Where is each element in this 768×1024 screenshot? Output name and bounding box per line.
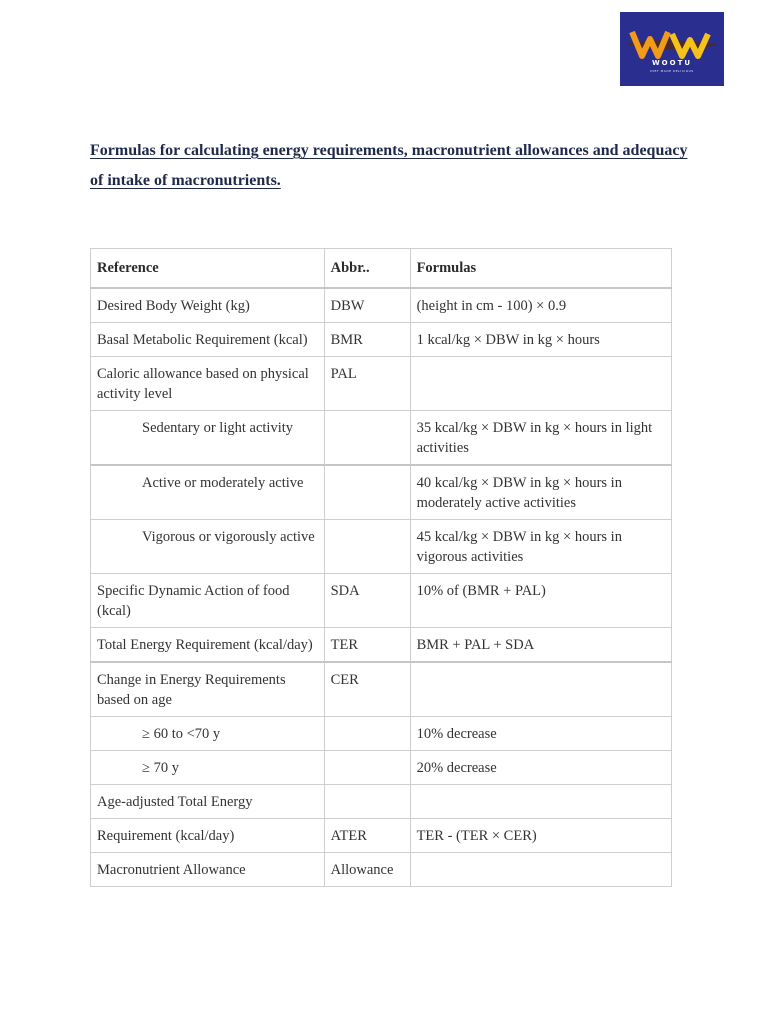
cell-reference: Sedentary or light activity <box>91 411 325 466</box>
table-row <box>91 357 672 411</box>
table-row <box>91 323 672 357</box>
page-title: Formulas for calculating energy requirements, macronutrient allowances and adequacy of intake of macronutrients. <box>90 142 688 189</box>
cell-formula <box>410 785 671 819</box>
cell-abbr <box>324 751 410 785</box>
header-reference: Reference <box>91 249 325 289</box>
cell-reference: Vigorous or vigorously active <box>91 520 325 574</box>
cell-abbr <box>324 411 410 466</box>
cell-formula <box>410 662 671 717</box>
header-abbr: Abbr.. <box>324 249 410 289</box>
cell-formula: 10% of (BMR + PAL) <box>410 574 671 628</box>
logo-tagline: DIET MADE DELICIOUS <box>650 69 694 73</box>
cell-formula: 10% decrease <box>410 717 671 751</box>
cell-formula: (height in cm - 100) × 0.9 <box>410 288 671 323</box>
cell-abbr: ATER <box>324 819 410 853</box>
cell-formula: 40 kcal/kg × DBW in kg × hours in moderately active activities <box>410 465 671 520</box>
cell-reference: Specific Dynamic Action of food (kcal) <box>91 574 325 628</box>
header-formulas: Formulas <box>410 249 671 289</box>
cell-formula: 20% decrease <box>410 751 671 785</box>
cell-reference: Requirement (kcal/day) <box>91 819 325 853</box>
cell-abbr: Allowance <box>324 853 410 887</box>
table-row <box>91 853 672 887</box>
table-row <box>91 751 672 785</box>
cell-reference: ≥ 60 to <70 y <box>91 717 325 751</box>
table-row <box>91 411 672 466</box>
table-row <box>91 662 672 717</box>
cell-reference: Change in Energy Requirements based on age <box>91 662 325 717</box>
cell-reference: Age-adjusted Total Energy <box>91 785 325 819</box>
cell-reference: Caloric allowance based on physical activity level <box>91 357 325 411</box>
table-row <box>91 574 672 628</box>
cell-abbr: BMR <box>324 323 410 357</box>
table-row <box>91 465 672 520</box>
table-row <box>91 785 672 819</box>
cell-formula: 45 kcal/kg × DBW in kg × hours in vigorous activities <box>410 520 671 574</box>
cell-formula <box>410 357 671 411</box>
wootu-logo <box>620 12 724 86</box>
table-row <box>91 819 672 853</box>
cell-abbr <box>324 785 410 819</box>
cell-formula: BMR + PAL + SDA <box>410 628 671 663</box>
cell-formula <box>410 853 671 887</box>
cell-formula: TER - (TER × CER) <box>410 819 671 853</box>
cell-reference: Total Energy Requirement (kcal/day) <box>91 628 325 663</box>
cell-abbr: TER <box>324 628 410 663</box>
cell-abbr: SDA <box>324 574 410 628</box>
cell-reference: Basal Metabolic Requirement (kcal) <box>91 323 325 357</box>
cell-formula: 35 kcal/kg × DBW in kg × hours in light activities <box>410 411 671 466</box>
cell-reference: ≥ 70 y <box>91 751 325 785</box>
table-row <box>91 288 672 323</box>
table-row <box>91 520 672 574</box>
formula-table <box>90 248 672 887</box>
cell-abbr: CER <box>324 662 410 717</box>
table-row <box>91 628 672 663</box>
cell-abbr: PAL <box>324 357 410 411</box>
cell-abbr <box>324 520 410 574</box>
table-header-row <box>91 249 672 289</box>
table-row <box>91 717 672 751</box>
cell-formula: 1 kcal/kg × DBW in kg × hours <box>410 323 671 357</box>
logo-mark-icon <box>620 12 724 86</box>
cell-abbr: DBW <box>324 288 410 323</box>
logo-brand: WOOTU <box>651 59 693 67</box>
cell-abbr <box>324 465 410 520</box>
cell-reference: Macronutrient Allowance <box>91 853 325 887</box>
cell-abbr <box>324 717 410 751</box>
cell-reference: Active or moderately active <box>91 465 325 520</box>
cell-reference: Desired Body Weight (kg) <box>91 288 325 323</box>
